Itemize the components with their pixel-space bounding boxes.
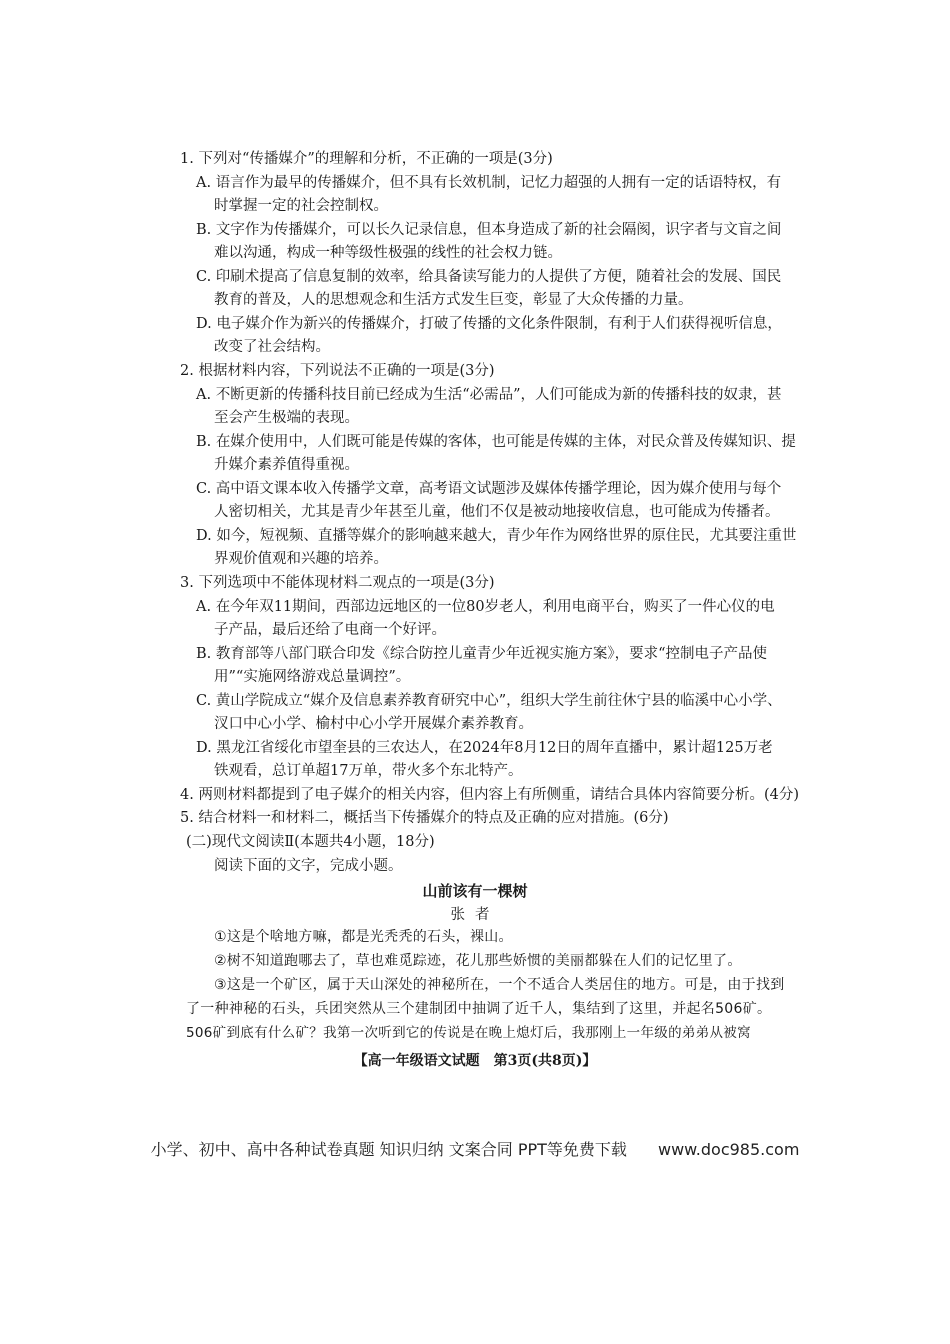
question-4: 4. 两则材料都提到了电子媒介的相关内容，但内容上有所侧重，请结合具体内容简要分析。(4分) <box>180 787 799 803</box>
question-1-option-d: D. 电子媒介作为新兴的传播媒介，打破了传播的文化条件限制，有利于人们获得视听信息， <box>196 316 782 332</box>
question-1-option-d-cont: 改变了社会结构。 <box>214 339 330 355</box>
question-2-option-d: D. 如今，短视频、直播等媒介的影响越来越大，青少年作为网络世界的原住民，尤其要注重世 <box>196 528 797 544</box>
question-3-option-b-cont: 用”“实施网络游戏总量调控”。 <box>214 669 411 685</box>
question-5: 5. 结合材料一和材料二，概括当下传播媒介的特点及正确的应对措施。(6分) <box>180 810 669 826</box>
question-2-option-a: A. 不断更新的传播科技目前已经成为生活“必需品”，人们可能成为新的传播科技的奴隶，甚 <box>196 387 782 403</box>
question-2-option-c-cont: 人密切相关，尤其是青少年甚至儿童，他们不仅是被动地接收信息，也可能成为传播者。 <box>214 504 780 520</box>
question-3-option-c: C. 黄山学院成立“媒介及信息素养教育研究中心”，组织大学生前往休宁县的临溪中心小学、 <box>196 693 782 709</box>
question-1-option-b-cont: 难以沟通，构成一种等级性极强的线性的社会权力链。 <box>214 245 562 261</box>
essay-paragraph-3: ③这是一个矿区，属于天山深处的神秘所在，一个不适合人类居住的地方。可是，由于找到 <box>214 977 785 993</box>
question-2-option-b-cont: 升媒介素养值得重视。 <box>214 457 359 473</box>
essay-paragraph-2: ②树不知道跑哪去了，草也难觅踪迹，花儿那些娇惯的美丽都躲在人们的记忆里了。 <box>214 953 742 969</box>
essay-author: 张者 <box>450 907 500 923</box>
question-3-option-b: B. 教育部等八部门联合印发《综合防控儿童青少年近视实施方案》，要求“控制电子产品使 <box>196 646 768 662</box>
essay-paragraph-3-cont-2: 506矿到底有什么矿？我第一次听到它的传说是在晚上熄灯后，我那刚上一年级的弟弟从被窝 <box>186 1025 751 1041</box>
question-2-option-b: B. 在媒介使用中，人们既可能是传媒的客体，也可能是传媒的主体，对民众普及传媒知识、提 <box>196 434 796 450</box>
download-banner <box>0 1137 950 1160</box>
essay-paragraph-1: ①这是个啥地方嘛，都是光秃秃的石头，裸山。 <box>214 929 513 945</box>
banner-text: 小学、初中、高中各种试卷真题 知识归纳 文案合同 PPT等免费下载 <box>150 1140 627 1159</box>
question-2-stem: 2. 根据材料内容，下列说法不正确的一项是(3分) <box>180 363 495 379</box>
reading-instruction: 阅读下面的文字，完成小题。 <box>214 858 403 874</box>
question-3-stem: 3. 下列选项中不能体现材料二观点的一项是(3分) <box>180 575 495 591</box>
page-footer: 【高一年级语文试题 第3页(共8页)】 <box>353 1053 597 1069</box>
question-1-option-c-cont: 教育的普及，人的思想观念和生活方式发生巨变，彰显了大众传播的力量。 <box>214 292 693 308</box>
essay-title: 山前该有一棵树 <box>422 882 528 900</box>
question-1-option-a-cont: 时掌握一定的社会控制权。 <box>214 198 388 214</box>
question-1-option-c: C. 印刷术提高了信息复制的效率，给具备读写能力的人提供了方便，随着社会的发展、国民 <box>196 269 782 285</box>
essay-paragraph-3-cont: 了一种神秘的石头，兵团突然从三个建制团中抽调了近千人，集结到了这里，并起名506矿。 <box>186 1001 772 1017</box>
question-1-option-a: A. 语言作为最早的传播媒介，但不具有长效机制，记忆力超强的人拥有一定的话语特权，有 <box>196 175 782 191</box>
question-1-option-b: B. 文字作为传播媒介，可以长久记录信息，但本身造成了新的社会隔阂，识字者与文盲之间 <box>196 222 782 238</box>
question-3-option-d: D. 黑龙江省绥化市望奎县的三农达人，在2024年8月12日的周年直播中，累计超125万老 <box>196 740 773 756</box>
question-3-option-c-cont: 汊口中心小学、榆村中心小学开展媒介素养教育。 <box>214 716 533 732</box>
question-3-option-a: A. 在今年双11期间，西部边远地区的一位80岁老人，利用电商平台，购买了一件心仪的电 <box>196 599 775 615</box>
question-2-option-a-cont: 至会产生极端的表现。 <box>214 410 359 426</box>
question-2-option-c: C. 高中语文课本收入传播学文章，高考语文试题涉及媒体传播学理论，因为媒介使用与每个 <box>196 481 782 497</box>
banner-site-link[interactable]: www.doc985.com <box>658 1140 800 1159</box>
question-2-option-d-cont: 界观价值观和兴趣的培养。 <box>214 551 388 567</box>
question-3-option-d-cont: 铁观看，总订单超17万单，带火多个东北特产。 <box>214 763 523 779</box>
question-3-option-a-cont: 子产品，最后还给了电商一个好评。 <box>214 622 446 638</box>
section-heading: (二)现代文阅读Ⅱ(本题共4小题，18分) <box>186 834 435 850</box>
question-1-stem: 1. 下列对“传播媒介”的理解和分析，不正确的一项是(3分) <box>180 151 553 167</box>
